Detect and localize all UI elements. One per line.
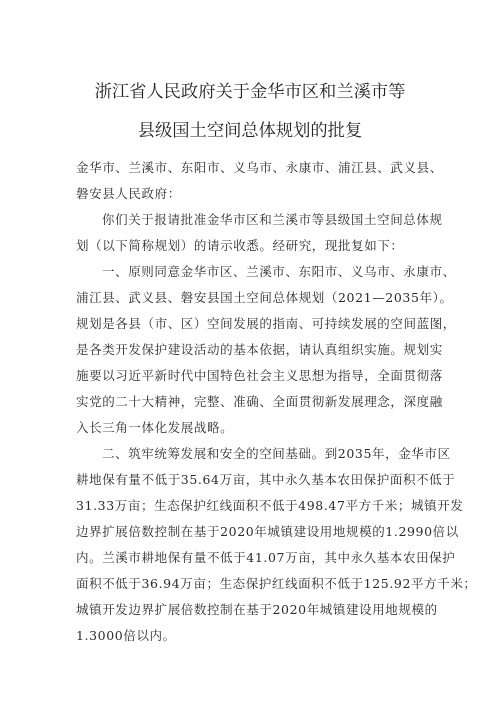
body-line: 面积不低于36.94万亩；生态保护红线面积不低于125.92平方千米； — [76, 576, 477, 591]
body-line: 你们关于报请批准金华市区和兰溪市等县级国土空间总体规 — [102, 212, 443, 227]
addressee-line-1: 金华市、兰溪市、东阳市、义乌市、永康市、浦江县、武义县、 — [76, 160, 443, 175]
body-line: 入长三角一体化发展战略。 — [76, 420, 234, 435]
body-line: 城镇开发边界扩展倍数控制在基于2020年城镇建设用地规模的 — [76, 602, 438, 617]
body-line: 是各类开发保护建设活动的基本依据，请认真组织实施。规划实 — [76, 342, 443, 357]
body-line: 1.3000倍以内。 — [76, 628, 176, 643]
body-line: 浦江县、武义县、磐安县国土空间总体规划（2021—2035年）。 — [76, 290, 453, 305]
addressee-line-2: 磐安县人民政府： — [76, 186, 181, 201]
body-line: 二、筑牢统筹发展和安全的空间基础。到2035年，金华市区 — [102, 446, 451, 461]
body-line: 规划是各县（市、区）空间发展的指南、可持续发展的空间蓝图， — [76, 316, 456, 331]
body-line: 一、原则同意金华市区、兰溪市、东阳市、义乌市、永康市、 — [102, 264, 456, 279]
body-line: 31.33万亩；生态保护红线面积不低于498.47平方千米；城镇开发 — [76, 498, 464, 513]
body-line: 实党的二十大精神，完整、准确、全面贯彻新发展理念，深度融 — [76, 394, 443, 409]
body-line: 内。兰溪市耕地保有量不低于41.07万亩，其中永久基本农田保护 — [76, 550, 456, 565]
document-title-line-2: 县级国土空间总体规划的批复 — [137, 121, 363, 141]
body-line: 划（以下简称规划）的请示收悉。经研究，现批复如下： — [76, 238, 404, 253]
body-line: 边界扩展倍数控制在基于2020年城镇建设用地规模的1.2990倍以 — [76, 524, 459, 539]
body-line: 施要以习近平新时代中国特色社会主义思想为指导，全面贯彻落 — [76, 368, 443, 383]
body-line: 耕地保有量不低于35.64万亩，其中永久基本农田保护面积不低于 — [76, 472, 456, 487]
document-title-line-1: 浙江省人民政府关于金华市区和兰溪市等 — [94, 82, 406, 102]
